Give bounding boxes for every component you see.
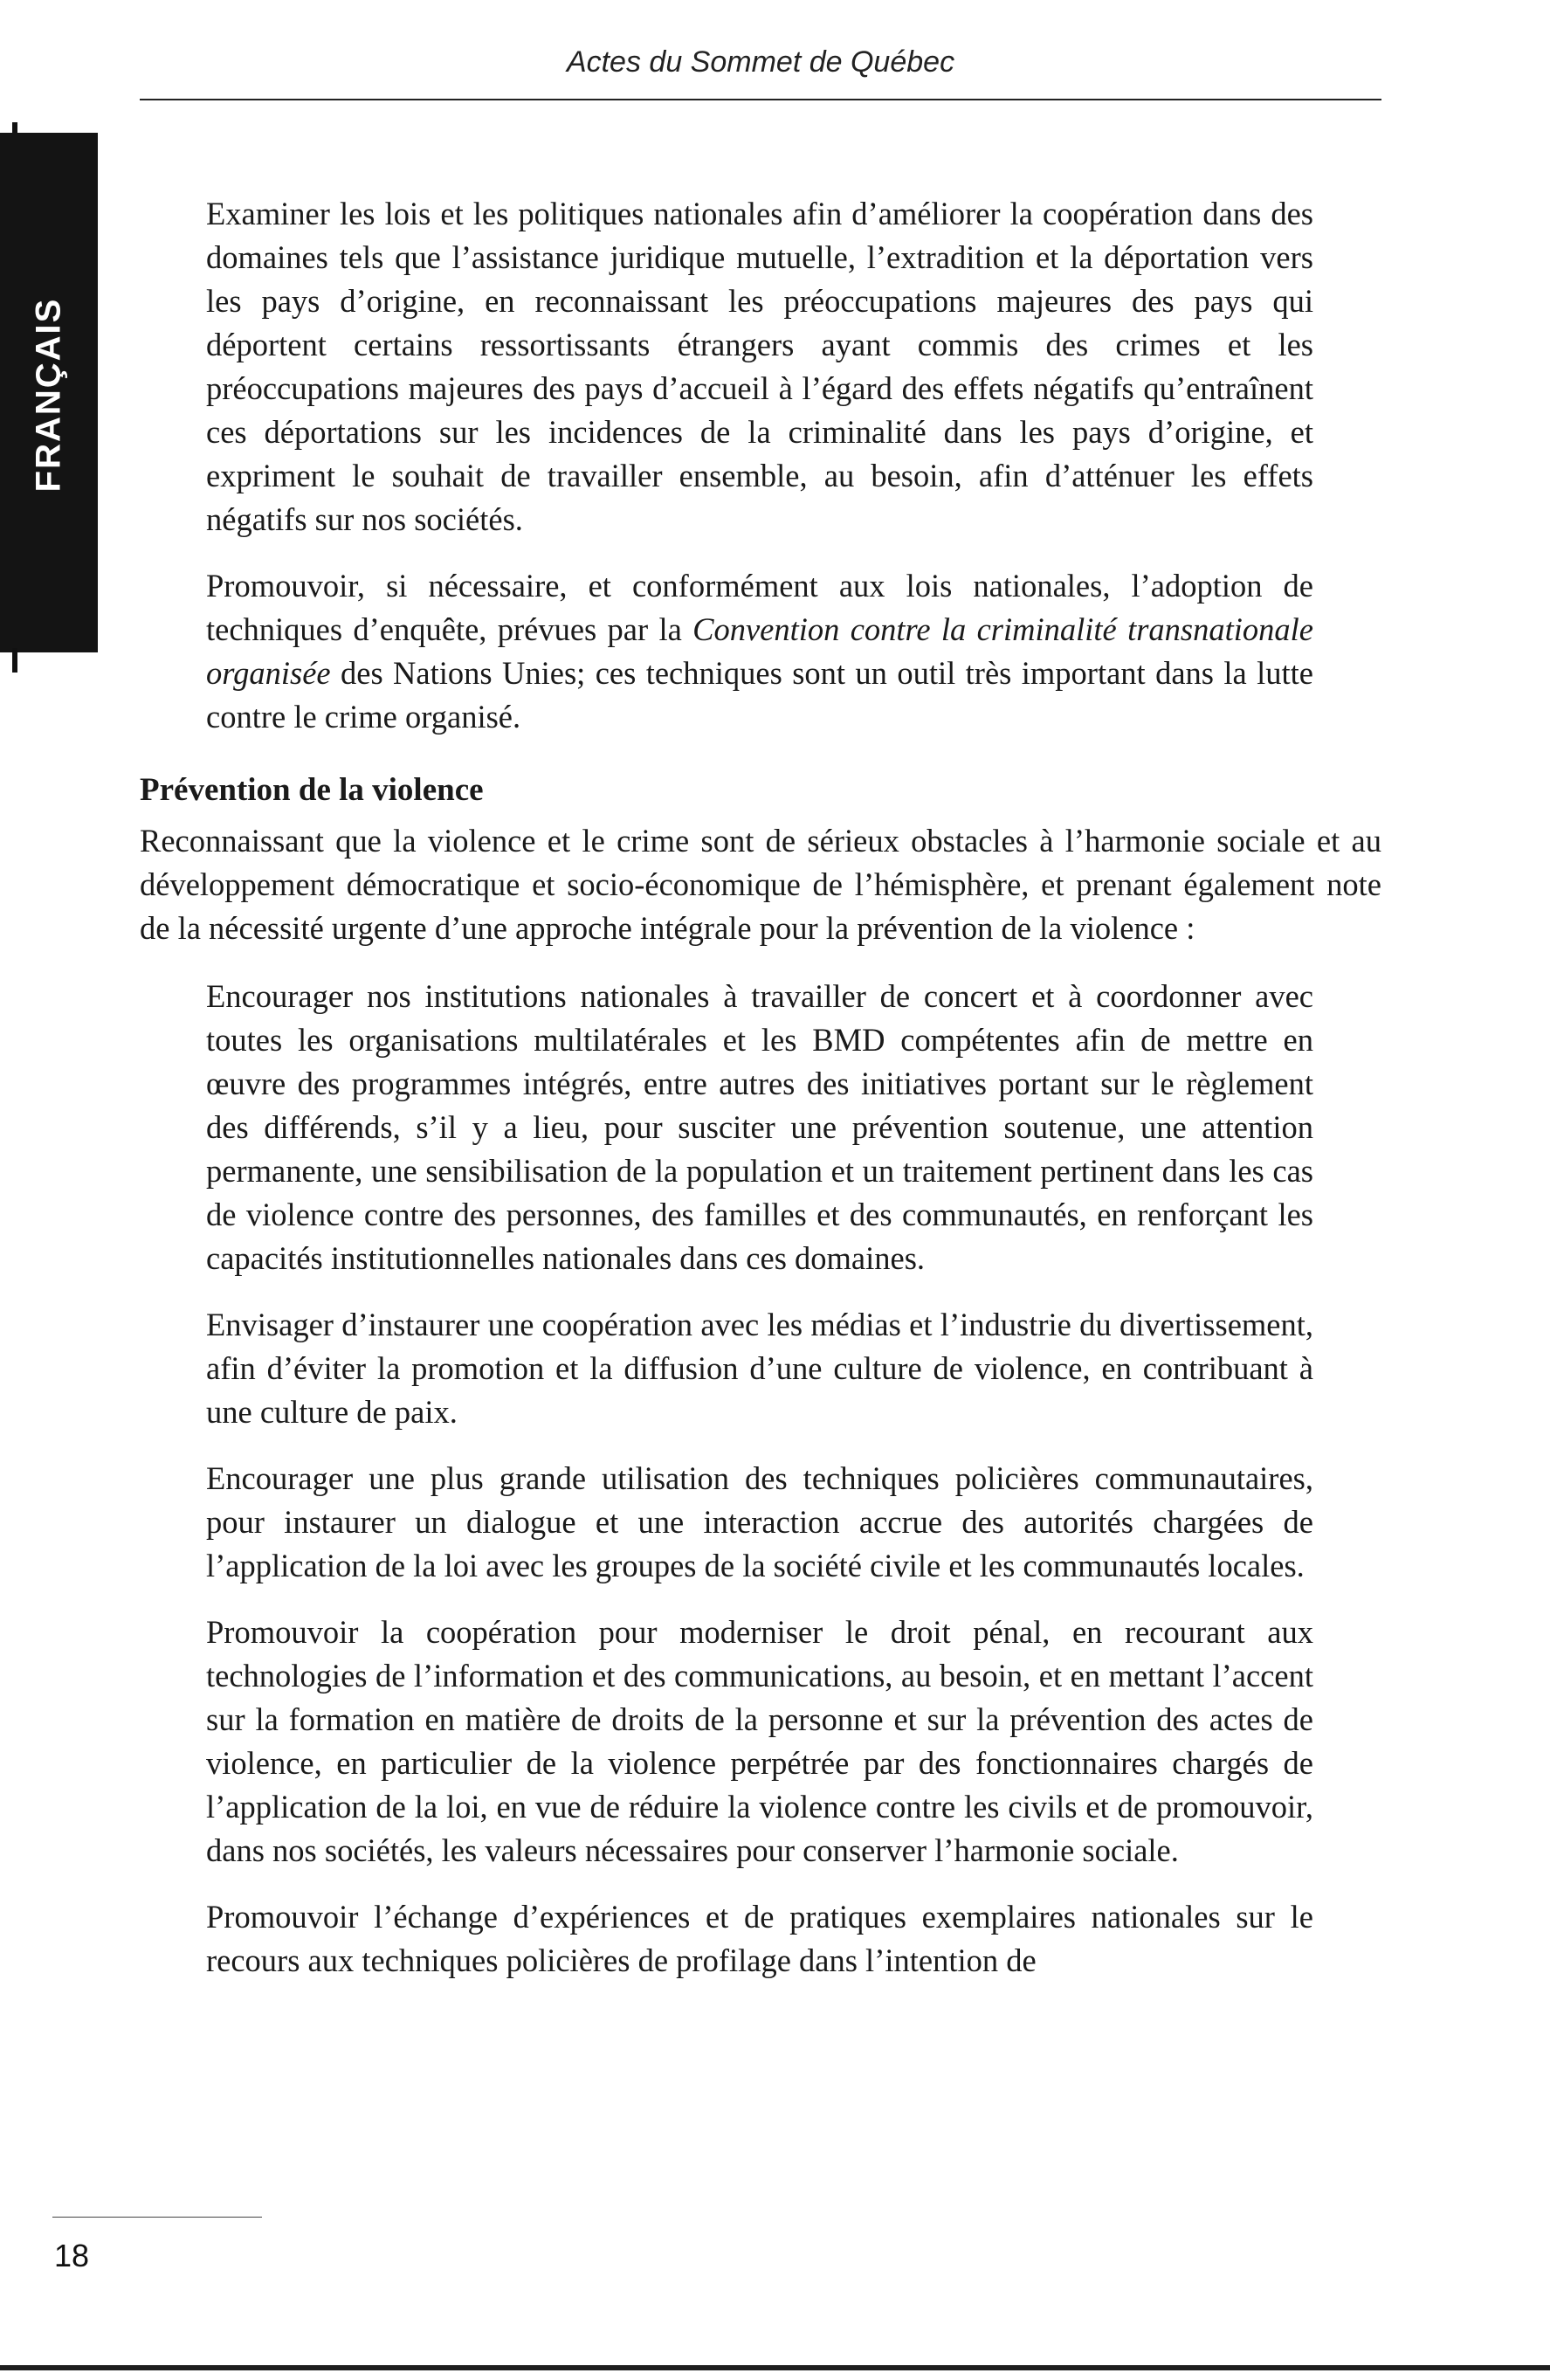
paragraph-intro: Reconnaissant que la violence et le crime sont de sérieux obstacles à l’harmonie sociale et au développement démocratique et socio-économique de l’hémisphère, et prenant également note de la nécessité urgente d’une approche intégrale pour la prévention de la violence : (140, 823, 1381, 946)
footer-rule (52, 2217, 262, 2218)
paragraph-media-cooperation: Envisager d’instaurer une coopération avec les médias et l’industrie du divertissement, afin d’éviter la promotion et la diffusion d’une culture de violence, en contribuant à une culture de paix. (206, 1307, 1313, 1430)
side-tab-label: FRANÇAIS (29, 297, 68, 493)
paragraph-national-institutions: Encourager nos institutions nationales à travailler de concert et à coordonner avec toutes les organisations multilatérales et les BMD compétentes afin de mettre en œuvre des programmes intégrés, entre autres des initiatives portant sur le règlement des différends, s’il y a lieu, pour susciter une prévention soutenue, une attention permanente, une sensibilisation de la population et un traitement pertinent dans les cas de violence contre des personnes, des familles et des communautés, en renforçant les capacités institutionnelles nationales dans ces domaines. (206, 978, 1313, 1276)
header-rule (140, 99, 1381, 100)
running-header: Actes du Sommet de Québec (566, 45, 955, 79)
paragraph-profiling: Promouvoir l’échange d’expériences et de pratiques exemplaires nationales sur le recours aux techniques policières de profilage dans l’intention de (206, 1899, 1313, 1978)
paragraph-text: Promouvoir, si nécessaire, et conformément aux lois nationales, l’adoption de techniques d’enquête, prévues par la (206, 568, 1313, 647)
page-number: 18 (54, 2238, 90, 2273)
paragraph-community-policing: Encourager une plus grande utilisation des techniques policières communautaires, pour instaurer un dialogue et une interaction accrue des autorités chargées de l’application de la loi avec les groupes de la société civile et les communautés locales. (206, 1460, 1313, 1583)
page-body (140, 192, 1381, 2005)
tab-mark-bottom (12, 648, 17, 673)
paragraph-text: des Nations Unies; ces techniques sont un outil très important dans la lutte contre le crime organisé. (206, 655, 1313, 735)
language-side-tab (0, 133, 98, 652)
paragraph-criminal-law: Promouvoir la coopération pour moderniser le droit pénal, en recourant aux technologies de l’information et des communications, au besoin, et en mettant l’accent sur la formation en matière de droits de la personne et sur la prévention des actes de violence, en particulier de la violence perpétrée par des fonctionnaires chargés de l’application de la loi, en vue de réduire la violence contre les civils et de promouvoir, dans nos sociétés, les valeurs nécessaires pour conserver l’harmonie sociale. (206, 1614, 1313, 1868)
page-bottom-edge (0, 2365, 1550, 2370)
paragraph-examine-laws: Examiner les lois et les politiques nationales afin d’améliorer la coopération dans des domaines tels que l’assistance juridique mutuelle, l’extradition et la déportation vers les pays d’origine, en reconnaissant les préoccupations majeures des pays qui déportent certains ressortissants étrangers ayant commis des crimes et les préoccupations majeures des pays d’accueil à l’égard des effets négatifs qu’entraînent ces déportations sur les incidences de la criminalité dans les pays d’origine, et expriment le souhait de travailler ensemble, au besoin, afin d’atténuer les effets négatifs sur nos sociétés. (206, 196, 1313, 537)
section-heading: Prévention de la violence (140, 772, 484, 808)
convention-title: Convention contre la criminalité transnationale organisée (206, 611, 1313, 691)
paragraph-investigation-techniques (206, 564, 1313, 739)
